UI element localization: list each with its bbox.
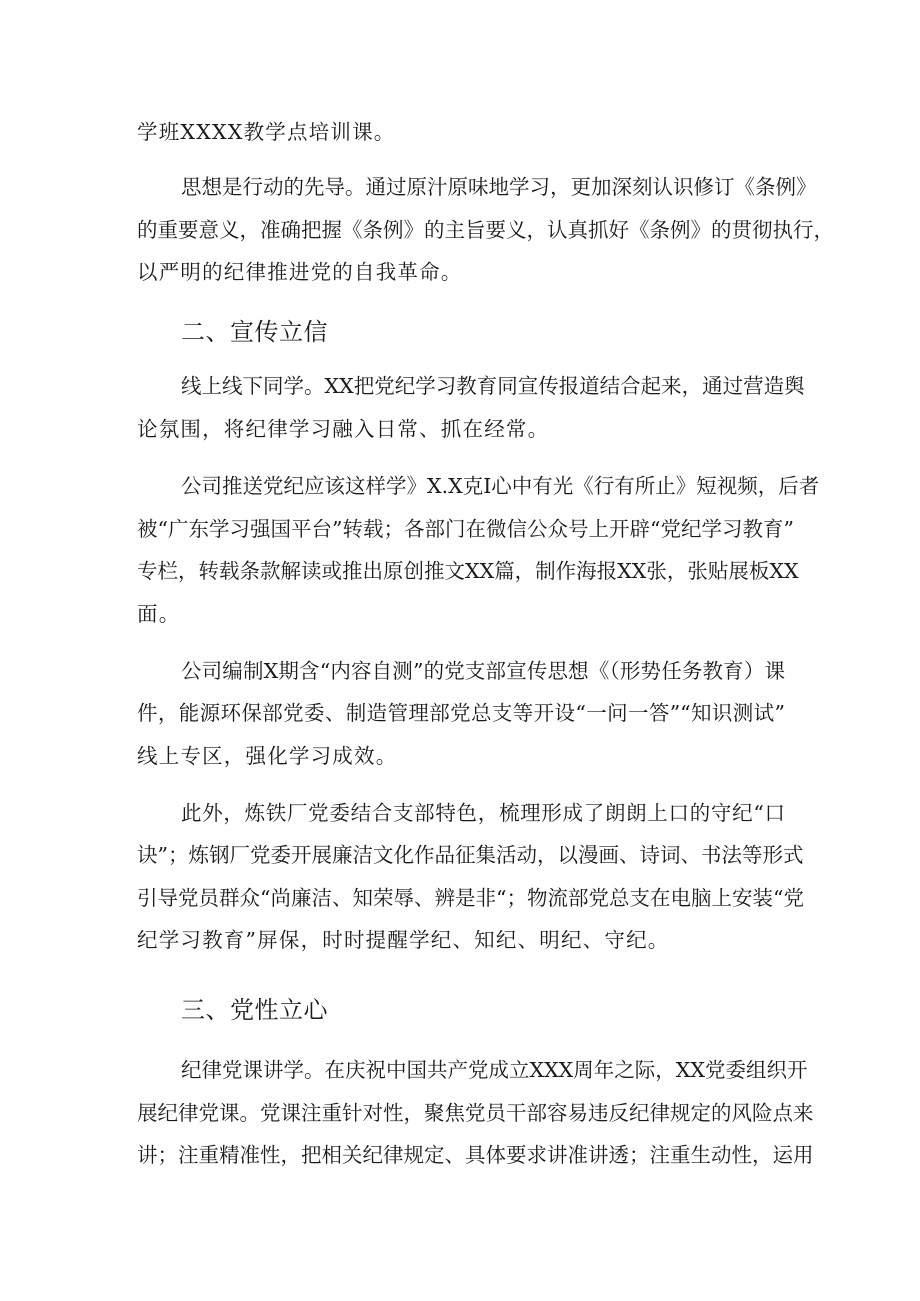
paragraph-line: 讲；注重精准性，把相关纪律规定、具体要求讲准讲透；注重生动性，运用 [137,1143,814,1167]
paragraph-line: 的重要意义，准确把握《条例》的主旨要义，认真抓好《条例》的贯彻执行， [137,218,834,242]
paragraph-line: 公司编制X期含“内容自测”的党支部宣传思想《（形势任务教育）课 [181,659,785,683]
paragraph-line: 线上线下同学。XX把党纪学习教育同宣传报道结合起来，通过营造舆 [181,374,805,398]
paragraph-line: 面。 [137,602,181,626]
paragraph-line: 引导党员群众“尚廉洁、知荣辱、辨是非“；物流部党总支在电脑上安装“党 [137,886,804,910]
paragraph-line: 此外，炼铁厂党委结合支部特色，梳理形成了朗朗上口的守纪“口 [181,801,785,825]
paragraph-line: 线上专区，强化学习成效。 [137,744,398,768]
paragraph-line: 被“广东学习强国平台”转载；各部门在微信公众号上开辟“党纪学习教育” [137,517,794,541]
paragraph-line: 思想是行动的先导。通过原汁原味地学习，更加深刻认识修订《条例》 [181,175,817,199]
paragraph-line: 纪律党课讲学。在庆祝中国共产党成立XXX周年之际，XX党委组织开 [181,1058,808,1082]
paragraph-line: 论氛围，将纪律学习融入日常、抓在经常。 [137,417,550,441]
paragraph-line: 诀”；炼钢厂党委开展廉洁文化作品征集活动，以漫画、诗词、书法等形式 [137,843,804,867]
paragraph-line: 纪学习教育”屏保，时时提醒学纪、知纪、明纪、守纪。 [137,928,670,952]
paragraph-line: 公司推送党纪应该这样学》X.X克I心中有光《行有所止》短视频，后者 [181,474,820,498]
section-heading: 二、宣传立信 [181,318,328,346]
paragraph-line: 学班XXXX教学点培训课。 [137,120,396,144]
paragraph-line: 以严明的纪律推进党的自我革命。 [137,260,463,284]
paragraph-line: 展纪律党课。党课注重针对性，聚焦党员干部容易违反纪律规定的风险点来 [137,1101,814,1125]
paragraph-line: 专栏，转载条款解读或推出原创推文XX篇，制作海报XX张，张贴展板XX [137,559,799,583]
section-heading: 三、党性立心 [181,996,328,1024]
paragraph-line: 件，能源环保部党委、制造管理部党总支等开设“一问一答”“知识测试” [137,701,785,725]
